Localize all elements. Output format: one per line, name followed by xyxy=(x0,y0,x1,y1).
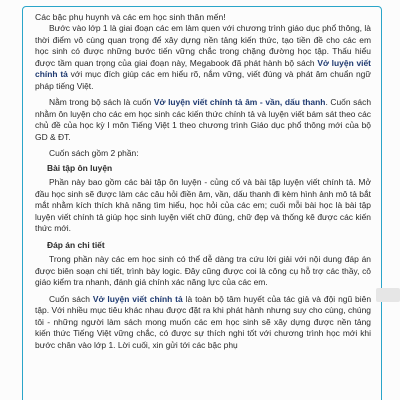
book-paragraph xyxy=(35,97,371,143)
part2-heading: Đáp án chi tiết xyxy=(47,239,105,250)
structure-line: Cuốn sách gồm 2 phần: xyxy=(49,148,139,158)
closing-title-emphasis: Vở luyện viết chính tả xyxy=(92,293,183,304)
book-title-emphasis: Vở luyện viết chính tả xyxy=(35,57,371,79)
page-edge-mark xyxy=(376,288,400,302)
part2-description: Trong phần này các em học sinh có thể dễ dàng tra cứu lời giải với nội dung đáp án được biên soạn chi tiết, trình bày logic. Đây cũng được coi là công cụ hỗ trợ các thầy, cô giáo kiểm tra nhanh, đánh giá chính xác năng lực của các em. xyxy=(35,254,371,287)
book-subtitle-emphasis: Vở luyện viết chính tả âm - vần, dấu thanh xyxy=(153,97,326,107)
intro-text: Bước vào lớp 1 là giai đoạn các em làm quen với chương trình giáo dục phổ thông, là thời điểm vô cùng quan trọng để xây dựng nền tảng kiến thức, tạo tiền đề cho các em học sinh có được những bước tiến vững chắc trong chặng đường học tập. Thấu hiểu được tầm quan trọng của giai đoạn này, Megabook đã phát hành bộ sách xyxy=(35,23,371,68)
greeting: Các bậc phụ huynh và các em học sinh thân mến! xyxy=(35,12,226,22)
book-tail: . Cuốn sách nhằm ôn luyện cho các em học sinh các kiến thức chính tả và luyện viết bám sát theo các chủ đề của học kỳ I môn Tiếng Việt 1 theo chương trình Giáo dục phổ thông mới của bộ GD & ĐT. xyxy=(35,97,372,142)
closing-paragraph xyxy=(35,294,371,352)
book-lead: Nằm trong bộ sách là cuốn xyxy=(49,97,154,107)
part1-heading: Bài tập ôn luyện xyxy=(47,162,113,173)
preface-frame xyxy=(22,6,382,400)
closing-tail: là toàn bộ tâm huyết của tác giả và đội ngũ biên tập. Với nhiều mục tiêu khác nhau được đặt ra khi phát hành nhưng suy cho cùng, chúng tôi - những người làm sách mong muốn các em học sinh sẽ xây dựng được nền tảng kiến thức Tiếng Việt vững chắc, có được sự thích nghi tốt với chương trình học mới khi bước chân vào lớp 1. Lời cuối, xin gửi tới các bậc phụ xyxy=(35,293,372,350)
closing-lead: Cuốn sách xyxy=(49,293,93,304)
intro-tail: với mục đích giúp các em hiểu rõ, nắm vững, viết đúng và phát âm chuẩn ngữ pháp tiếng Việt. xyxy=(35,69,371,91)
preface-text xyxy=(35,11,371,351)
part1-description: Phần này bao gồm các bài tập ôn luyện - củng cố và bài tập luyện viết chính tả. Mở đầu học sinh sẽ được làm các câu hỏi điền âm, vần, dấu thanh đi kèm hình ảnh mô tả bắt mắt nhằm kích thích khả năng tìm hiểu, học hỏi của các em; cuối mỗi bài học là bài tập luyện viết chính tả giúp học sinh luyện viết chữ đúng, chữ đẹp và thống kê được các kiến thức mới. xyxy=(35,177,371,233)
intro-paragraph xyxy=(35,23,371,92)
